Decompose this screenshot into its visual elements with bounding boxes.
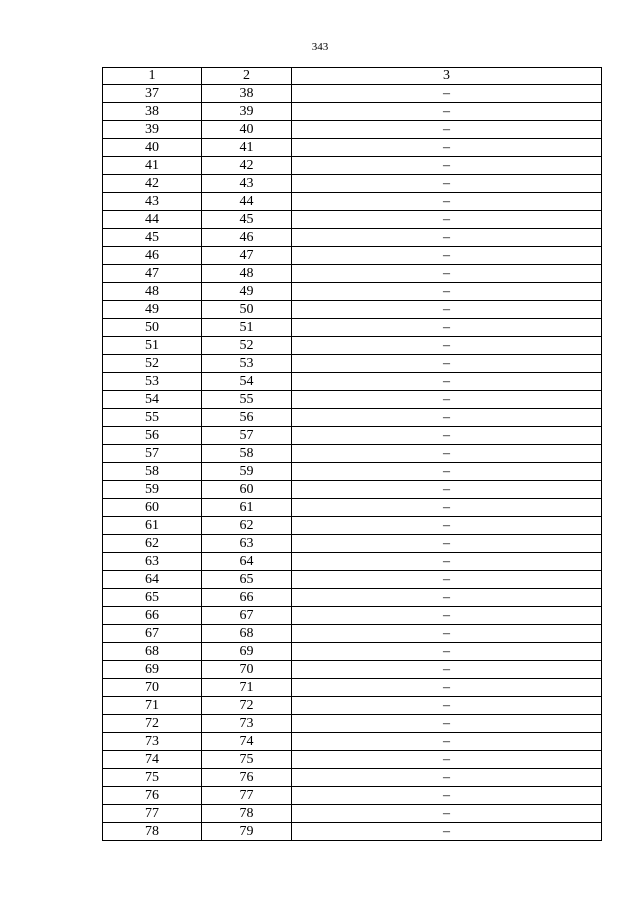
- table-cell-col-3: –: [292, 661, 602, 679]
- table-cell-col-2: 72: [202, 697, 292, 715]
- table-cell-col-2: 53: [202, 355, 292, 373]
- table-cell-col-2: 75: [202, 751, 292, 769]
- table-row: [103, 193, 602, 211]
- table-cell-col-1: 61: [103, 517, 202, 535]
- header-row: [103, 68, 602, 85]
- table-cell-col-2: 76: [202, 769, 292, 787]
- table-cell-col-1: 74: [103, 751, 202, 769]
- table-cell-col-2: 71: [202, 679, 292, 697]
- table-row: [103, 463, 602, 481]
- table-cell-col-2: 79: [202, 823, 292, 841]
- table-cell-col-3: –: [292, 229, 602, 247]
- table-cell-col-1: 47: [103, 265, 202, 283]
- table-cell-col-1: 56: [103, 427, 202, 445]
- table-cell-col-2: 55: [202, 391, 292, 409]
- table-row: [103, 715, 602, 733]
- table-cell-col-3: –: [292, 355, 602, 373]
- table-row: [103, 499, 602, 517]
- table-cell-col-2: 48: [202, 265, 292, 283]
- table-row: [103, 643, 602, 661]
- table-cell-col-3: –: [292, 103, 602, 121]
- table-cell-col-1: 70: [103, 679, 202, 697]
- table-body: [103, 85, 602, 841]
- table-cell-col-3: –: [292, 679, 602, 697]
- table-row: [103, 589, 602, 607]
- table-row: [103, 391, 602, 409]
- table-cell-col-3: –: [292, 247, 602, 265]
- table-cell-col-2: 46: [202, 229, 292, 247]
- table-cell-col-1: 75: [103, 769, 202, 787]
- table-row: [103, 121, 602, 139]
- table-cell-col-3: –: [292, 157, 602, 175]
- table-row: [103, 481, 602, 499]
- table-cell-col-1: 59: [103, 481, 202, 499]
- table-cell-col-3: –: [292, 805, 602, 823]
- table-cell-col-1: 51: [103, 337, 202, 355]
- table-row: [103, 211, 602, 229]
- table-cell-col-2: 77: [202, 787, 292, 805]
- table-cell-col-2: 45: [202, 211, 292, 229]
- table-cell-col-3: –: [292, 445, 602, 463]
- table-cell-col-2: 62: [202, 517, 292, 535]
- table-row: [103, 229, 602, 247]
- table-row: [103, 697, 602, 715]
- table-cell-col-1: 62: [103, 535, 202, 553]
- table-cell-col-1: 53: [103, 373, 202, 391]
- table-cell-col-2: 56: [202, 409, 292, 427]
- table-cell-col-2: 51: [202, 319, 292, 337]
- table-row: [103, 373, 602, 391]
- table-header: [103, 68, 602, 85]
- table-row: [103, 679, 602, 697]
- table-cell-col-1: 46: [103, 247, 202, 265]
- table-cell-col-1: 76: [103, 787, 202, 805]
- table-cell-col-3: –: [292, 139, 602, 157]
- table-cell-col-1: 43: [103, 193, 202, 211]
- page-number: 343: [311, 41, 329, 53]
- table-cell-col-1: 78: [103, 823, 202, 841]
- column-header-3: 3: [292, 68, 602, 85]
- table-cell-col-2: 50: [202, 301, 292, 319]
- table-cell-col-3: –: [292, 571, 602, 589]
- table-row: [103, 733, 602, 751]
- table-cell-col-3: –: [292, 823, 602, 841]
- table-cell-col-2: 66: [202, 589, 292, 607]
- table-cell-col-1: 55: [103, 409, 202, 427]
- table-cell-col-3: –: [292, 409, 602, 427]
- table-cell-col-3: –: [292, 733, 602, 751]
- table-cell-col-1: 45: [103, 229, 202, 247]
- table-cell-col-1: 38: [103, 103, 202, 121]
- table-row: [103, 787, 602, 805]
- table-cell-col-2: 63: [202, 535, 292, 553]
- table-row: [103, 85, 602, 103]
- table-cell-col-1: 73: [103, 733, 202, 751]
- table-cell-col-2: 39: [202, 103, 292, 121]
- table-row: [103, 247, 602, 265]
- table-cell-col-1: 64: [103, 571, 202, 589]
- table-cell-col-1: 50: [103, 319, 202, 337]
- table-cell-col-3: –: [292, 787, 602, 805]
- table-cell-col-1: 42: [103, 175, 202, 193]
- table-cell-col-3: –: [292, 697, 602, 715]
- table-row: [103, 751, 602, 769]
- table-cell-col-3: –: [292, 427, 602, 445]
- table-cell-col-3: –: [292, 589, 602, 607]
- table-cell-col-2: 69: [202, 643, 292, 661]
- table-cell-col-1: 44: [103, 211, 202, 229]
- table-cell-col-2: 78: [202, 805, 292, 823]
- table-row: [103, 283, 602, 301]
- table-cell-col-3: –: [292, 211, 602, 229]
- table-cell-col-3: –: [292, 553, 602, 571]
- table-cell-col-3: –: [292, 121, 602, 139]
- table-cell-col-2: 57: [202, 427, 292, 445]
- data-table: [102, 67, 602, 841]
- table-cell-col-2: 65: [202, 571, 292, 589]
- table-cell-col-2: 68: [202, 625, 292, 643]
- table-cell-col-1: 68: [103, 643, 202, 661]
- table-cell-col-1: 54: [103, 391, 202, 409]
- table-cell-col-1: 65: [103, 589, 202, 607]
- table-cell-col-2: 61: [202, 499, 292, 517]
- table-cell-col-2: 60: [202, 481, 292, 499]
- table-cell-col-2: 38: [202, 85, 292, 103]
- table-cell-col-3: –: [292, 373, 602, 391]
- table-cell-col-2: 47: [202, 247, 292, 265]
- table-row: [103, 535, 602, 553]
- table-cell-col-1: 48: [103, 283, 202, 301]
- table-row: [103, 517, 602, 535]
- table-row: [103, 427, 602, 445]
- table-cell-col-1: 72: [103, 715, 202, 733]
- table-row: [103, 319, 602, 337]
- table-cell-col-2: 49: [202, 283, 292, 301]
- table-cell-col-2: 64: [202, 553, 292, 571]
- table-cell-col-3: –: [292, 301, 602, 319]
- table-cell-col-1: 39: [103, 121, 202, 139]
- table-cell-col-3: –: [292, 391, 602, 409]
- table-cell-col-3: –: [292, 751, 602, 769]
- column-header-1: 1: [103, 68, 202, 85]
- table-cell-col-2: 44: [202, 193, 292, 211]
- table-row: [103, 337, 602, 355]
- table-row: [103, 823, 602, 841]
- table-row: [103, 139, 602, 157]
- table-cell-col-3: –: [292, 535, 602, 553]
- table-cell-col-3: –: [292, 193, 602, 211]
- table-cell-col-3: –: [292, 625, 602, 643]
- table-cell-col-1: 66: [103, 607, 202, 625]
- table-cell-col-1: 58: [103, 463, 202, 481]
- table-row: [103, 265, 602, 283]
- table-cell-col-2: 42: [202, 157, 292, 175]
- table-cell-col-1: 67: [103, 625, 202, 643]
- table-cell-col-1: 49: [103, 301, 202, 319]
- table-row: [103, 607, 602, 625]
- table-row: [103, 445, 602, 463]
- table-cell-col-3: –: [292, 715, 602, 733]
- table-cell-col-3: –: [292, 481, 602, 499]
- table-cell-col-1: 52: [103, 355, 202, 373]
- table-cell-col-3: –: [292, 607, 602, 625]
- table-cell-col-2: 74: [202, 733, 292, 751]
- table-cell-col-1: 69: [103, 661, 202, 679]
- table-cell-col-2: 70: [202, 661, 292, 679]
- table-cell-col-3: –: [292, 283, 602, 301]
- table-row: [103, 625, 602, 643]
- table-cell-col-1: 40: [103, 139, 202, 157]
- table-cell-col-3: –: [292, 319, 602, 337]
- table-row: [103, 175, 602, 193]
- table-cell-col-2: 52: [202, 337, 292, 355]
- table-cell-col-1: 63: [103, 553, 202, 571]
- table-cell-col-2: 59: [202, 463, 292, 481]
- table-cell-col-1: 37: [103, 85, 202, 103]
- table-cell-col-3: –: [292, 337, 602, 355]
- table-row: [103, 571, 602, 589]
- table-cell-col-2: 67: [202, 607, 292, 625]
- table-cell-col-2: 40: [202, 121, 292, 139]
- table-row: [103, 805, 602, 823]
- table-row: [103, 409, 602, 427]
- table-cell-col-3: –: [292, 643, 602, 661]
- table-row: [103, 301, 602, 319]
- table-cell-col-3: –: [292, 499, 602, 517]
- table-cell-col-1: 57: [103, 445, 202, 463]
- table-cell-col-1: 71: [103, 697, 202, 715]
- table-cell-col-3: –: [292, 463, 602, 481]
- table-cell-col-3: –: [292, 517, 602, 535]
- table-cell-col-2: 41: [202, 139, 292, 157]
- table-cell-col-1: 60: [103, 499, 202, 517]
- table-cell-col-2: 43: [202, 175, 292, 193]
- table-cell-col-2: 58: [202, 445, 292, 463]
- table-row: [103, 103, 602, 121]
- table-row: [103, 769, 602, 787]
- table-row: [103, 553, 602, 571]
- table-row: [103, 157, 602, 175]
- table-cell-col-3: –: [292, 265, 602, 283]
- column-header-2: 2: [202, 68, 292, 85]
- table-cell-col-2: 73: [202, 715, 292, 733]
- table-cell-col-3: –: [292, 85, 602, 103]
- table-row: [103, 355, 602, 373]
- table-cell-col-1: 77: [103, 805, 202, 823]
- table-row: [103, 661, 602, 679]
- table-cell-col-2: 54: [202, 373, 292, 391]
- table-cell-col-1: 41: [103, 157, 202, 175]
- table-cell-col-3: –: [292, 769, 602, 787]
- table-cell-col-3: –: [292, 175, 602, 193]
